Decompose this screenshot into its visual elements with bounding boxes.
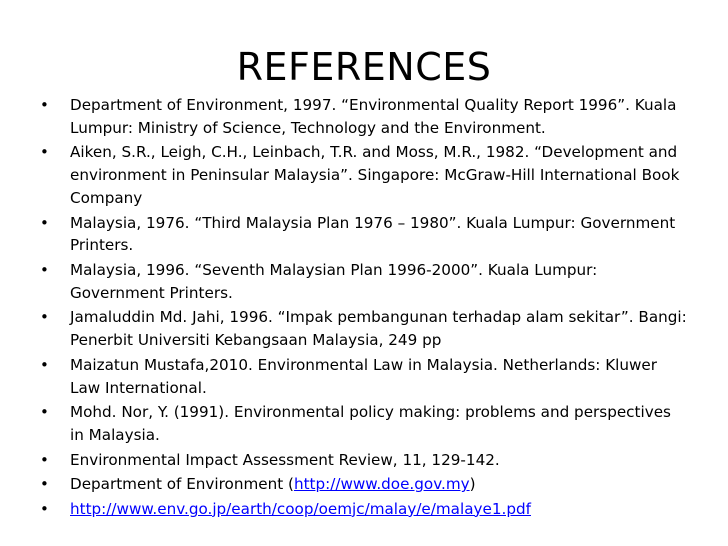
bullet-icon: • <box>40 213 49 232</box>
reference-item <box>0 401 728 447</box>
reference-text: Maizatun Mustafa,2010. Environmental Law in Malaysia. Netherlands: Kluwer Law International. <box>70 355 658 397</box>
slide-title: REFERENCES <box>236 45 492 89</box>
reference-item <box>0 473 728 496</box>
reference-text: Malaysia, 1976. “Third Malaysia Plan 1976 – 1980”. Kuala Lumpur: Government Printers. <box>70 213 676 255</box>
reference-item <box>0 449 728 472</box>
reference-text: Malaysia, 1996. “Seventh Malaysian Plan 1996-2000”. Kuala Lumpur: Government Printers. <box>70 260 598 302</box>
bullet-icon: • <box>40 355 49 374</box>
reference-text: Mohd. Nor, Y. (1991). Environmental policy making: problems and perspectives in Malaysia. <box>70 403 671 444</box>
reference-text: Environmental Impact Assessment Review, 11, 129-142. <box>70 450 500 469</box>
bullet-icon: • <box>40 475 49 494</box>
reference-text-prefix: Department of Environment ( <box>70 475 294 494</box>
reference-item <box>0 141 728 209</box>
reference-item <box>0 94 728 140</box>
doe-website-link[interactable]: http://www.doe.gov.my <box>293 475 470 494</box>
reference-text: Jamaluddin Md. Jahi, 1996. “Impak pembangunan terhadap alam sekitar”. Bangi: Penerbit Universiti Kebangsaan Malaysia, 249 pp <box>70 308 687 350</box>
reference-text: Department of Environment, 1997. “Environmental Quality Report 1996”. Kuala Lumpur: Ministry of Science, Technology and the Environment. <box>70 96 677 137</box>
env-go-jp-pdf-link[interactable]: http://www.env.go.jp/earth/coop/oemjc/malay/e/malaye1.pdf <box>70 499 531 518</box>
reference-item <box>0 306 728 352</box>
reference-item <box>0 354 728 400</box>
reference-item <box>0 259 728 305</box>
references-list <box>0 94 728 522</box>
bullet-icon: • <box>40 450 49 469</box>
bullet-icon: • <box>40 308 49 327</box>
bullet-icon: • <box>40 260 49 279</box>
reference-text: Aiken, S.R., Leigh, C.H., Leinbach, T.R. and Moss, M.R., 1982. “Development and environment in Peninsular Malaysia”. Singapore: McGraw-Hill International Book Company <box>70 143 680 207</box>
reference-item <box>0 212 728 258</box>
reference-item <box>0 498 728 521</box>
bullet-icon: • <box>40 403 49 422</box>
bullet-icon: • <box>40 96 49 114</box>
bullet-icon: • <box>40 143 49 162</box>
bullet-icon: • <box>40 499 49 518</box>
reference-text-suffix: ) <box>469 475 476 494</box>
